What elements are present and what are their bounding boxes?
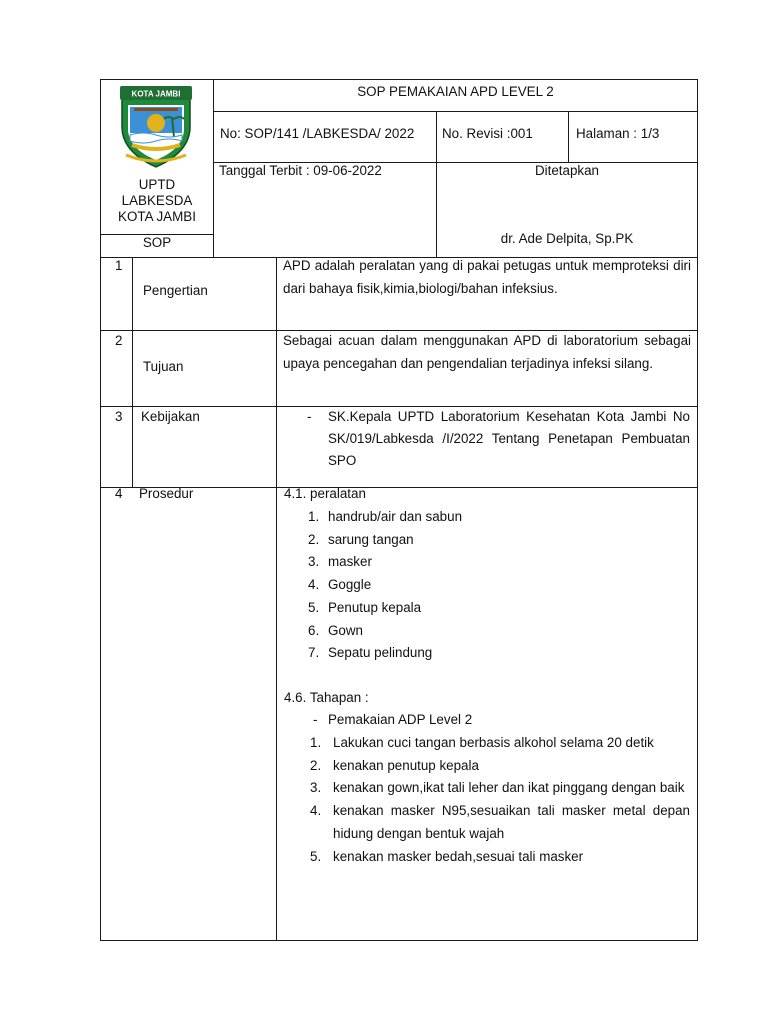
- equipment-heading: 4.1. peralatan: [284, 486, 366, 501]
- steps-subheading: Pemakaian ADP Level 2: [328, 712, 473, 727]
- body-divider-content: [276, 257, 277, 941]
- page-number: Halaman : 1/3: [576, 126, 660, 141]
- table-border-top: [100, 79, 698, 80]
- list-item: 3. masker: [308, 554, 372, 570]
- revision-number: No. Revisi :001: [442, 126, 533, 141]
- row-text-pengertian: APD adalah peralatan yang di pakai petugas untuk memproteksi diri dari bahaya fisik,kimia,biologi/bahan infeksius.: [283, 258, 691, 296]
- header-line-title: [213, 111, 698, 112]
- policy-bullet: -: [307, 409, 312, 424]
- row-label-prosedur: Prosedur: [139, 486, 194, 501]
- list-item: 4. Goggle: [308, 577, 372, 593]
- list-item: 5. kenakan masker bedah,sesuai tali masker: [310, 848, 584, 864]
- kota-jambi-emblem-logo: [116, 83, 196, 171]
- row-number: 3: [115, 409, 123, 424]
- issued-date: Tanggal Terbit : 09-06-2022: [219, 163, 382, 178]
- table-border-bottom: [100, 940, 698, 941]
- approved-label: Ditetapkan: [534, 163, 600, 178]
- list-item: 1. handrub/air dan sabun: [308, 509, 463, 524]
- steps-bullet: -: [313, 712, 318, 727]
- steps-list: [310, 732, 690, 868]
- document-title: SOP PEMAKAIAN APD LEVEL 2: [357, 84, 554, 99]
- list-item: 4. kenakan masker N95,sesuaikan tali masker metal depan hidung dengan bentuk wajah: [310, 803, 690, 841]
- list-item: 2. kenakan penutup kepala: [310, 757, 479, 773]
- logo-sun: [147, 114, 165, 132]
- doc-type-label: SOP: [142, 235, 172, 250]
- equipment-list: [308, 506, 688, 665]
- list-item: 3. kenakan gown,ikat tali leher dan ikat pinggang dengan baik: [310, 780, 685, 796]
- row-number: 4: [115, 486, 123, 501]
- steps-heading: 4.6. Tahapan :: [284, 690, 369, 705]
- row-text-kebijakan: SK.Kepala UPTD Laboratorium Kesehatan Kota Jambi No SK/019/Labkesda /I/2022 Tentang Penetapan Pembuatan SPO: [328, 409, 690, 468]
- row-number: 2: [115, 333, 123, 348]
- row-label-kebijakan: Kebijakan: [141, 409, 200, 424]
- header-divider-logo: [213, 79, 214, 257]
- org-name-line-3: KOTA JAMBI: [118, 209, 196, 224]
- list-item: 2. sarung tangan: [308, 531, 414, 547]
- row-label-tujuan: Tujuan: [143, 359, 184, 374]
- list-item: 7. Sepatu pelindung: [308, 645, 433, 661]
- row-text-tujuan: Sebagai acuan dalam menggunakan APD di laboratorium sebagai upaya pencegahan dan pengendalian terjadinya infeksi silang.: [283, 333, 691, 371]
- org-name-line-1: UPTD: [138, 177, 176, 192]
- approver-name: dr. Ade Delpita, Sp.PK: [500, 231, 634, 246]
- row-number: 1: [115, 258, 123, 273]
- row-label-pengertian: Pengertian: [143, 283, 208, 298]
- header-divider-page: [568, 111, 569, 162]
- logo-banner-text: KOTA JAMBI: [131, 89, 181, 99]
- table-border-right: [697, 79, 698, 941]
- list-item: 5. Penutup kepala: [308, 599, 422, 615]
- list-item: 6. Gown: [308, 622, 363, 638]
- document-number: No: SOP/141 /LABKESDA/ 2022: [220, 126, 415, 141]
- body-divider-number: [132, 257, 133, 488]
- org-name-line-2: LABKESDA: [121, 193, 193, 208]
- logo-keris: [134, 108, 178, 111]
- list-item: 1. Lakukan cuci tangan berbasis alkohol selama 20 detik: [310, 735, 654, 750]
